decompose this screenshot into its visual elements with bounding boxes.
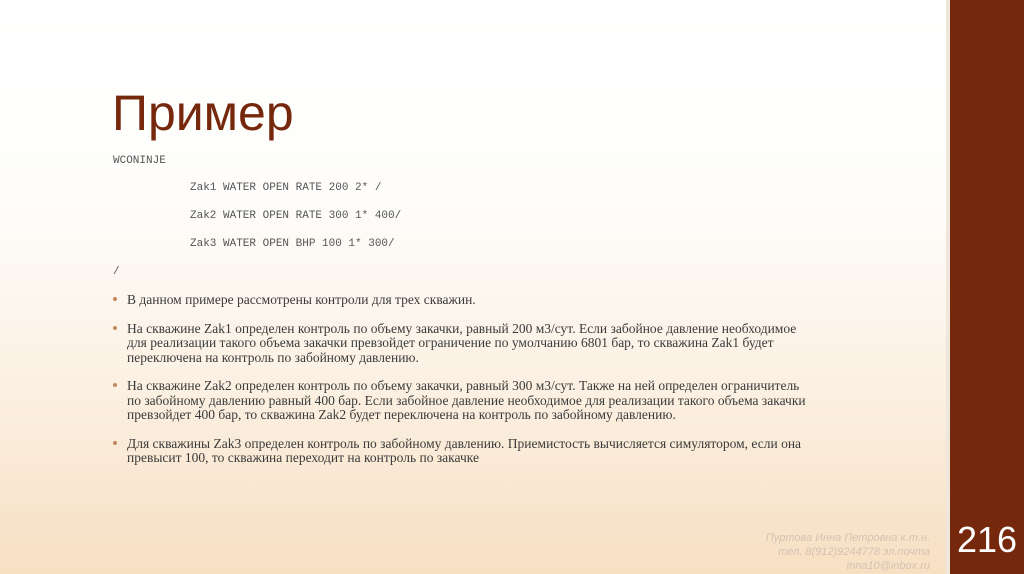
- bullet-item: [113, 322, 813, 366]
- bullet-text: На скважине Zak1 определен контроль по объему закачки, равный 200 м3/сут. Если забойное давление необходимое для реализации такого объема закачки превзойдет ограничение по умолчанию 6801 бар, то скважина Zak1 будет переключена на контроль по забойному давлению.: [127, 320, 797, 365]
- accent-sidebar: [950, 0, 1024, 574]
- bullet-dot-icon: [113, 383, 117, 387]
- page-number: 216: [956, 519, 1018, 560]
- slide-title: Пример: [112, 85, 294, 141]
- bullet-item: [113, 379, 813, 423]
- bullet-dot-icon: [113, 441, 117, 445]
- author-footer: [700, 531, 930, 573]
- bullet-item: [113, 293, 813, 308]
- footer-phone: тел. 8(912)9244778 эл.почта: [778, 546, 930, 558]
- bullet-text: Для скважины Zak3 определен контроль по забойному давлению. Приемистость вычисляется симулятором, если она превысит 100, то скважина переходит на контроль по закачке: [127, 435, 802, 465]
- code-line-keyword: WCONINJE: [113, 155, 166, 167]
- code-line-zak1: Zak1 WATER OPEN RATE 200 2* /: [190, 182, 382, 194]
- code-line-zak2: Zak2 WATER OPEN RATE 300 1* 400/: [190, 210, 402, 222]
- bullet-text: В данном примере рассмотрены контроли для трех скважин.: [127, 292, 476, 307]
- bullet-dot-icon: [113, 326, 117, 330]
- bullet-dot-icon: [113, 297, 117, 301]
- code-line-zak3: Zak3 WATER OPEN BHP 100 1* 300/: [190, 238, 395, 250]
- bullet-item: [113, 437, 813, 466]
- bullet-text: На скважине Zak2 определен контроль по объему закачки, равный 300 м3/сут. Также на ней определен ограничитель по забойному давлению равный 400 бар. Если забойное давление необходимое для реализации такого объема закачки превзойдет 400 бар, то скважина Zak2 будет переключена на контроль по забойному давлению.: [127, 378, 806, 422]
- footer-author: Пуртова Инна Петровна к.т.н.: [765, 532, 930, 544]
- code-line-terminator: /: [113, 266, 120, 278]
- bullet-list: [113, 293, 813, 480]
- footer-email: inna10@inbox.ru: [846, 560, 930, 572]
